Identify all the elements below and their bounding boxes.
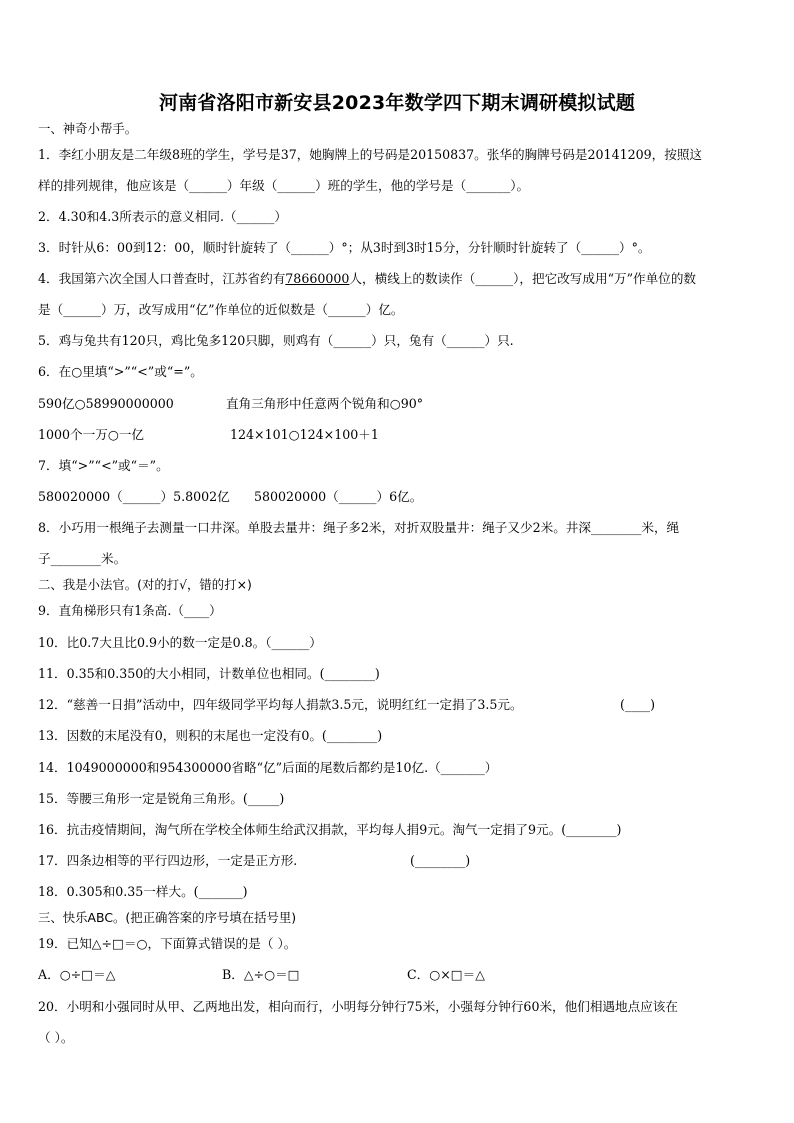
question-20-line-1: 20．小明和小强同时从甲、乙两地出发，相向而行，小明每分钟行75米，小强每分钟行60米，他们相遇地点应该在 [38, 999, 678, 1014]
question-6-c: 1000个一万○一亿 [38, 427, 145, 442]
question-12-blank: (____) [620, 697, 656, 712]
question-4-population: 78660000 [285, 271, 350, 286]
question-11: 11．0.35和0.350的大小相同，计数单位也相同。(________) [38, 666, 380, 681]
question-10: 10．比0.7大且比0.9小的数一定是0.8。（______） [38, 635, 322, 650]
question-4-pre: 4．我国第六次全国人口普查时，江苏省约有 [38, 271, 286, 286]
question-20-line-2: （ ）。 [38, 1030, 74, 1045]
section-heading-2: 二、我是小法官。(对的打√，错的打×) [38, 577, 252, 592]
question-19-stem: 19．已知△÷□＝○，下面算式错误的是（ ）。 [38, 936, 297, 951]
question-19-option-b: B．△÷○＝□ [222, 967, 300, 982]
section-heading-1: 一、神奇小帮手。 [38, 121, 138, 136]
question-19-option-a: A．○÷□＝△ [38, 967, 116, 982]
question-7-a: 580020000（______）5.8002亿 [38, 489, 230, 504]
question-15: 15．等腰三角形一定是锐角三角形。(_____) [38, 791, 285, 806]
question-14: 14．1049000000和954300000省略“亿”后面的尾数后都约是10亿.（_______） [38, 760, 498, 775]
question-6-a: 590亿○58990000000 [38, 396, 174, 411]
question-1-line-2: 样的排列规律，他应该是（______）年级（______）班的学生，他的学号是（_______）。 [38, 178, 530, 193]
question-1-line-1: 1．李红小朋友是二年级8班的学生，学号是37，她胸牌上的号码是20150837。张华的胸牌号码是20141209，按照这 [38, 147, 703, 162]
question-6-b: 直角三角形中任意两个锐角和○90° [226, 396, 424, 411]
question-6-d: 124×101○124×100＋1 [230, 427, 379, 442]
question-4-line-1 [38, 271, 696, 287]
question-9: 9．直角梯形只有1条高.（____） [38, 603, 222, 618]
page-title: 河南省洛阳市新安县2023年数学四下期末调研模拟试题 [158, 92, 636, 114]
question-7-stem: 7．填“>”“<”或“＝”。 [38, 458, 169, 473]
question-16: 16．抗击疫情期间，淘气所在学校全体师生给武汉捐款，平均每人捐9元。淘气一定捐了9元。(________) [38, 822, 622, 837]
section-heading-3: 三、快乐ABC。(把正确答案的序号填在括号里) [38, 910, 297, 925]
question-4-post: 人，横线上的数读作（______），把它改写成用“万”作单位的数 [349, 271, 697, 286]
question-5: 5．鸡与兔共有120只，鸡比兔多120只脚，则鸡有（______）只，兔有（______）只. [38, 333, 514, 348]
question-18: 18．0.305和0.35一样大。(_______) [38, 884, 248, 899]
question-17-blank: (________) [410, 853, 471, 868]
question-19-option-c: C．○×□＝△ [407, 967, 485, 982]
question-4-line-2: 是（______）万，改写成用“亿”作单位的近似数是（______）亿。 [38, 302, 404, 317]
question-13: 13．因数的末尾没有0，则积的末尾也一定没有0。(________) [38, 728, 383, 743]
question-17-stem: 17．四条边相等的平行四边形，一定是正方形. [38, 853, 298, 868]
question-12-stem: 12．“慈善一日捐”活动中，四年级同学平均每人捐款3.5元，说明红红一定捐了3.5元。 [38, 697, 523, 712]
question-2: 2．4.30和4.3所表示的意义相同.（______） [38, 209, 287, 224]
question-3: 3．时针从6：00到12：00，顺时针旋转了（______）°；从3时到3时15分，分针顺时针旋转了（______）°。 [38, 240, 651, 255]
question-8-line-1: 8．小巧用一根绳子去测量一口井深。单股去量井：绳子多2米，对折双股量井：绳子又少2米。井深________米，绳 [38, 520, 680, 535]
question-7-b: 580020000（______）6亿。 [254, 489, 423, 504]
question-6-stem: 6．在○里填“>”“<”或“=”。 [38, 364, 203, 379]
question-8-line-2: 子________米。 [38, 551, 127, 566]
